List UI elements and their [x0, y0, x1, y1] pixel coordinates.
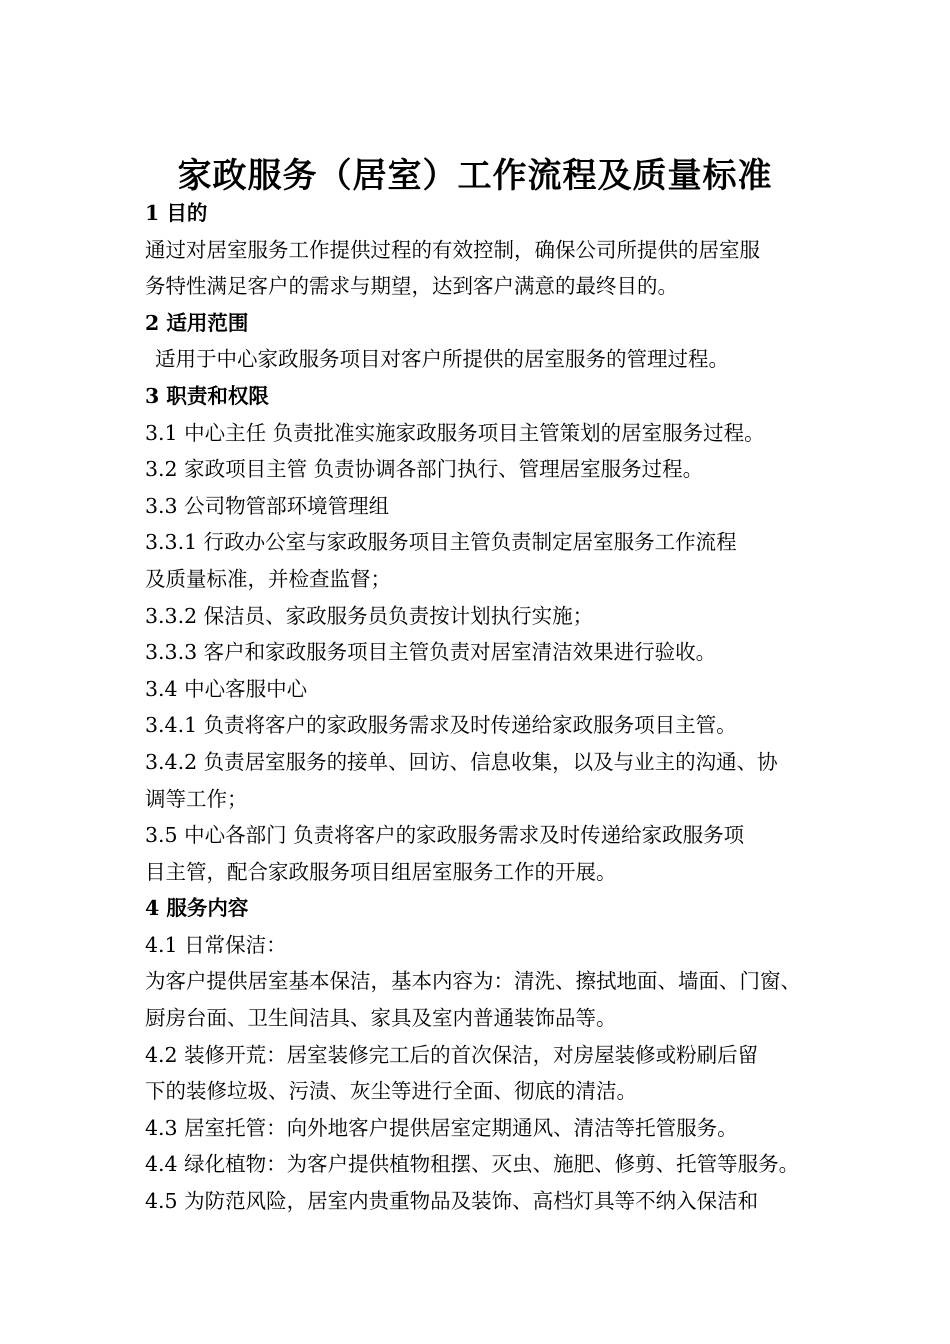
paragraph-line: 4.5 为防范风险，居室内贵重物品及装饰、高档灯具等不纳入保洁和	[145, 1189, 759, 1214]
section-heading-scope: 2 适用范围	[145, 310, 249, 335]
paragraph-line: 适用于中心家政服务项目对客户所提供的居室服务的管理过程。	[155, 347, 729, 372]
paragraph-line: 4.3 居室托管：向外地客户提供居室定期通风、清洁等托管服务。	[145, 1115, 738, 1140]
paragraph-line: 3.4.1 负责将客户的家政服务需求及时传递给家政服务项目主管。	[145, 713, 737, 738]
paragraph-line: 4.2 装修开荒：居室装修完工后的首次保洁，对房屋装修或粉刷后留	[145, 1042, 759, 1067]
section-heading-responsibilities: 3 职责和权限	[145, 383, 269, 408]
document-title: 家政服务（居室）工作流程及质量标准	[177, 156, 773, 196]
paragraph-line: 3.3.1 行政办公室与家政服务项目主管负责制定居室服务工作流程	[145, 530, 737, 555]
paragraph-line: 4.4 绿化植物：为客户提供植物租摆、灭虫、施肥、修剪、托管等服务。	[145, 1152, 800, 1177]
section-heading-purpose: 1 目的	[145, 201, 208, 225]
paragraph-line: 通过对居室服务工作提供过程的有效控制，确保公司所提供的居室服	[145, 237, 760, 262]
paragraph-line: 3.4.2 负责居室服务的接单、回访、信息收集，以及与业主的沟通、协	[145, 749, 778, 774]
paragraph-line: 厨房台面、卫生间洁具、家具及室内普通装饰品等。	[145, 1006, 617, 1031]
paragraph-line: 及质量标准，并检查监督；	[145, 566, 391, 591]
paragraph-line: 3.4 中心客服中心	[145, 676, 308, 701]
paragraph-line: 调等工作；	[145, 786, 248, 811]
paragraph-line: 3.3.3 客户和家政服务项目主管负责对居室清洁效果进行验收。	[145, 640, 717, 665]
paragraph-line: 3.2 家政项目主管 负责协调各部门执行、管理居室服务过程。	[145, 457, 704, 482]
paragraph-line: 目主管，配合家政服务项目组居室服务工作的开展。	[145, 859, 617, 884]
document-body	[145, 195, 825, 1220]
paragraph-line: 下的装修垃圾、污渍、灰尘等进行全面、彻底的清洁。	[145, 1079, 637, 1104]
paragraph-line: 为客户提供居室基本保洁，基本内容为：清洗、擦拭地面、墙面、门窗、	[145, 969, 801, 994]
paragraph-line: 3.3.2 保洁员、家政服务员负责按计划执行实施；	[145, 603, 594, 628]
paragraph-line: 3.3 公司物管部环境管理组	[145, 493, 390, 518]
paragraph-line: 务特性满足客户的需求与期望，达到客户满意的最终目的。	[145, 274, 678, 299]
paragraph-line: 4.1 日常保洁：	[145, 932, 287, 957]
paragraph-line: 3.5 中心各部门 负责将客户的家政服务需求及时传递给家政服务项	[145, 823, 745, 848]
section-heading-service-content: 4 服务内容	[145, 896, 249, 921]
paragraph-line: 3.1 中心主任 负责批准实施家政服务项目主管策划的居室服务过程。	[145, 420, 765, 445]
